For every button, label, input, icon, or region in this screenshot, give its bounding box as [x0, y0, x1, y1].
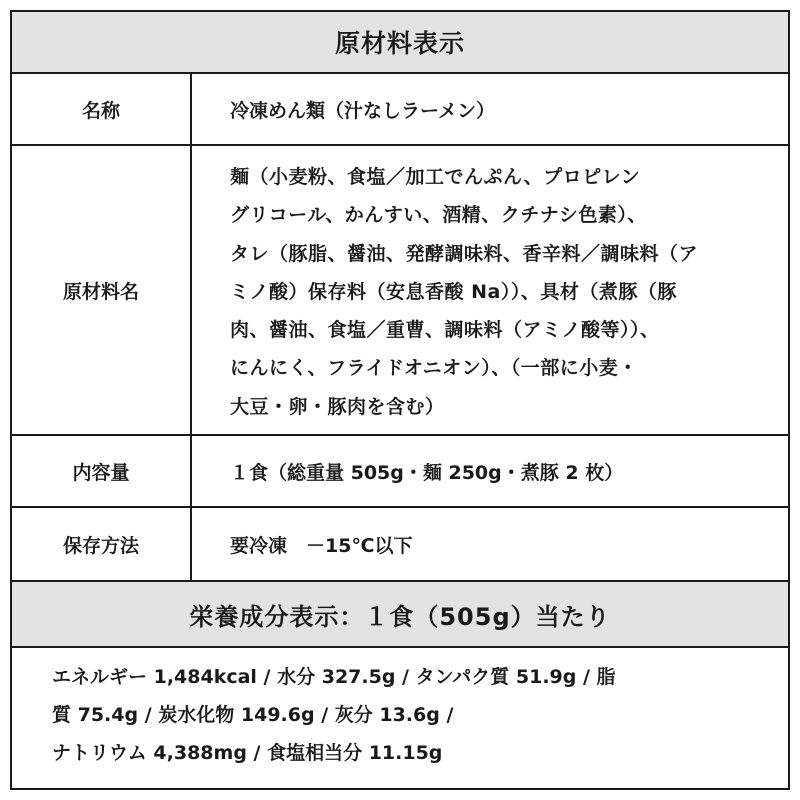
row-label-name: 名称 — [81, 99, 120, 122]
nutrition-line: ナトリウム 4,388mg / 食塩相当分 11.15g — [52, 742, 443, 764]
ingredients-label-table — [10, 10, 790, 790]
row-label-content: 内容量 — [72, 461, 130, 484]
column-divider — [190, 74, 192, 580]
nutrition-line: 質 75.4g / 炭水化物 149.6g / 灰分 13.6g / — [52, 704, 454, 726]
ingredients-line: グリコール、かんすい、酒精、クチナシ色素）、 — [230, 204, 647, 227]
row-value-storage: 要冷凍 －15℃以下 — [230, 534, 413, 557]
row-value-ingredients — [230, 158, 770, 426]
row-label-ingredients: 原材料名 — [62, 280, 139, 303]
ingredients-line: 麺（小麦粉、食塩／加工でんぷん、プロピレン — [230, 166, 641, 188]
ingredients-line: タレ（豚脂、醤油、発酵調味料、香辛料／調味料（ア — [230, 242, 699, 265]
row-value-name: 冷凍めん類（汁なしラーメン） — [230, 99, 496, 122]
row-value-content: １食（総重量 505g・麺 250g・煮豚 2 枚） — [230, 461, 624, 484]
divider — [12, 646, 788, 648]
nutrition-title: 栄養成分表示：１食（505g）当たり — [12, 582, 788, 646]
row-label-storage: 保存方法 — [62, 534, 139, 557]
ingredients-line: 肉、醤油、食塩／重曹、調味料（アミノ酸等））、 — [230, 319, 660, 342]
ingredients-line: にんにく、フライドオニオン）、（一部に小麦・ — [230, 357, 638, 380]
ingredients-line: 大豆・卵・豚肉を含む） — [230, 395, 445, 418]
ingredients-line: ミノ酸）保存料（安息香酸 Na））、具材（煮豚（豚 — [230, 280, 677, 303]
nutrition-line: エネルギー 1,484kcal / 水分 327.5g / タンパク質 51.9g / 脂 — [52, 666, 616, 688]
nutrition-facts — [52, 658, 762, 772]
table-title: 原材料表示 — [12, 12, 788, 72]
